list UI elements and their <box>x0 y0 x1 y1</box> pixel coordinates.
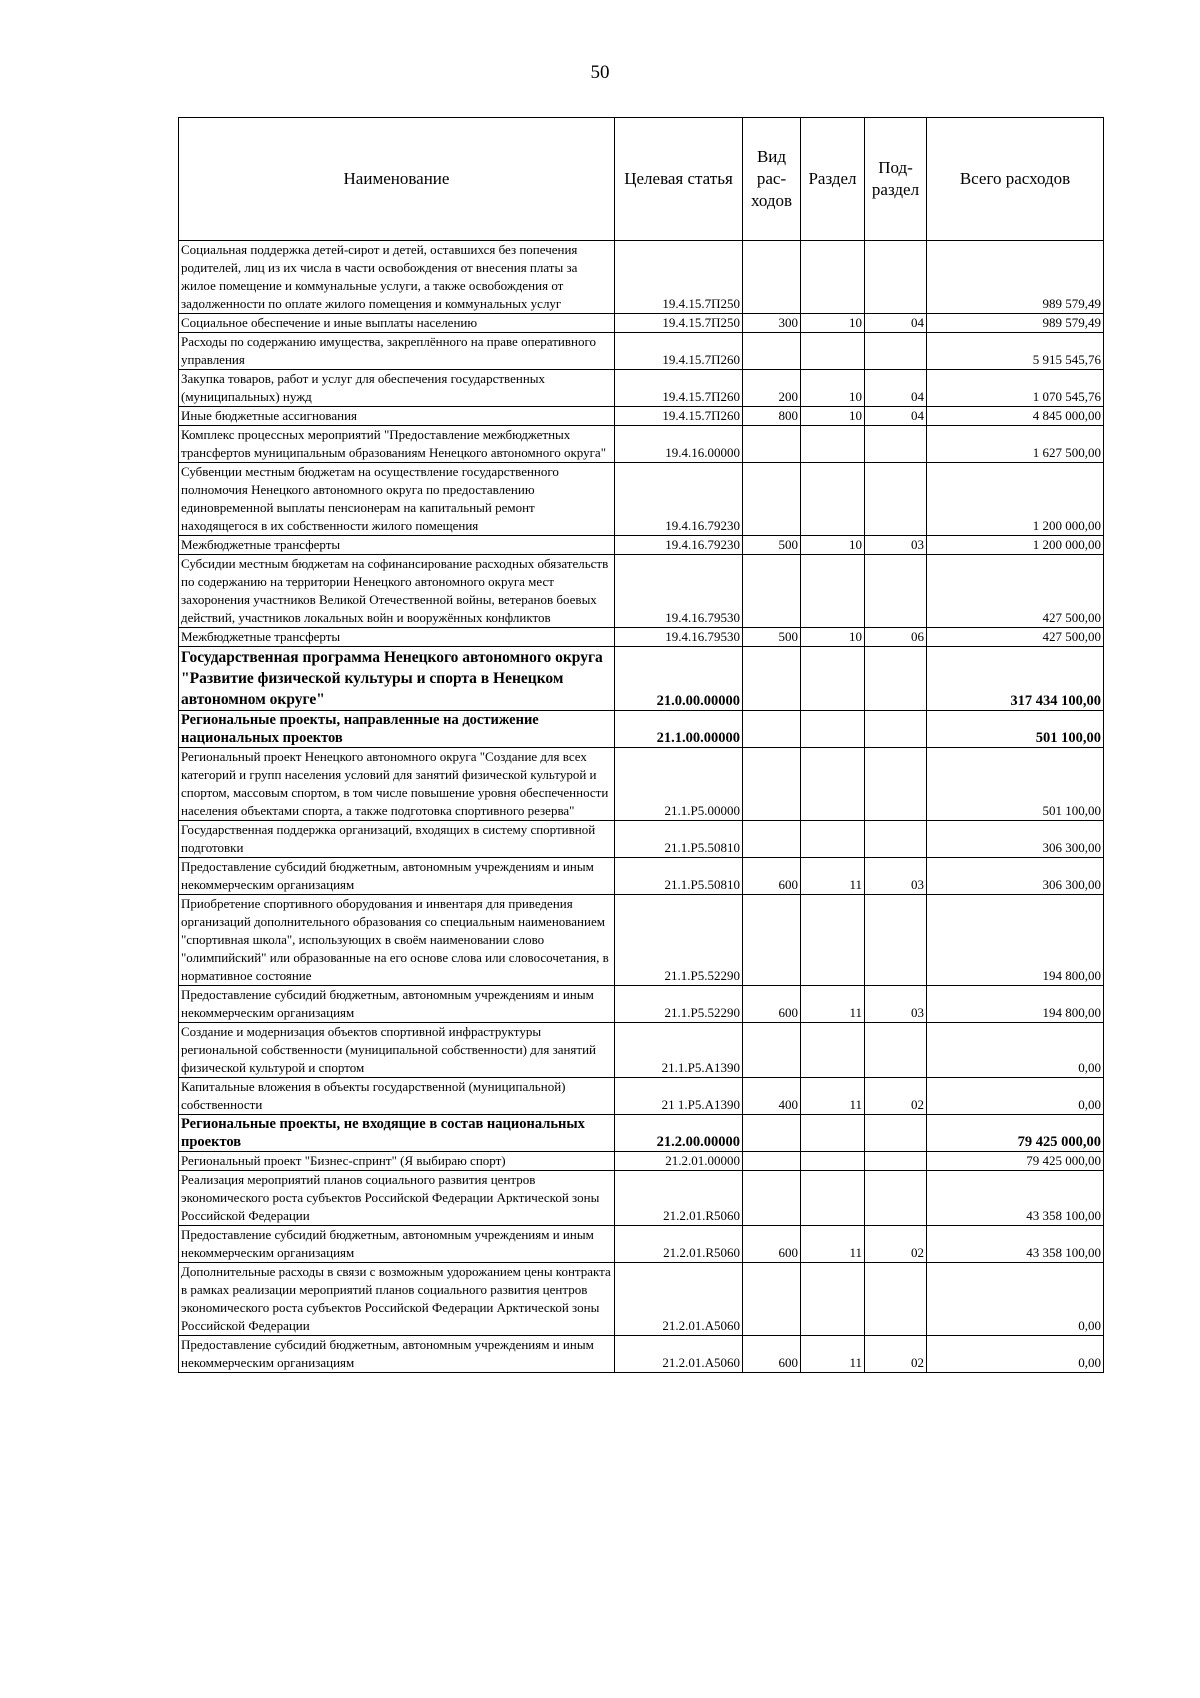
table-row <box>179 463 1104 536</box>
cell-target-code: 19.4.16.79530 <box>615 628 743 647</box>
cell-target-code: 21.2.01.R5060 <box>615 1171 743 1226</box>
cell-section: 10 <box>801 536 865 555</box>
cell-expense-type: 600 <box>743 858 801 895</box>
cell-section: 11 <box>801 858 865 895</box>
cell-subsection <box>865 1263 927 1336</box>
cell-section: 11 <box>801 1226 865 1263</box>
cell-target-code: 21.1.P5.52290 <box>615 895 743 986</box>
table-row <box>179 536 1104 555</box>
cell-amount: 194 800,00 <box>927 895 1104 986</box>
cell-name: Предоставление субсидий бюджетным, автономным учреждениям и иным некоммерческим организациям <box>179 1336 615 1373</box>
cell-target-code: 19.4.15.7П250 <box>615 314 743 333</box>
cell-amount: 306 300,00 <box>927 821 1104 858</box>
cell-name: Региональные проекты, не входящие в состав национальных проектов <box>179 1115 615 1152</box>
cell-subsection: 03 <box>865 536 927 555</box>
header-target: Целевая статья <box>615 118 743 241</box>
cell-subsection <box>865 463 927 536</box>
cell-name: Закупка товаров, работ и услуг для обеспечения государственных (муниципальных) нужд <box>179 370 615 407</box>
cell-section <box>801 333 865 370</box>
cell-expense-type <box>743 1152 801 1171</box>
cell-subsection <box>865 821 927 858</box>
cell-amount: 0,00 <box>927 1023 1104 1078</box>
cell-expense-type <box>743 821 801 858</box>
table-header-row <box>179 118 1104 241</box>
header-section: Раздел <box>801 118 865 241</box>
cell-name: Субвенции местным бюджетам на осуществление государственного полномочия Ненецкого автономного округа по предоставлению единовременной выплаты пенсионерам на капитальный ремонт находящегося в их собственности жилого помещения <box>179 463 615 536</box>
cell-name: Иные бюджетные ассигнования <box>179 407 615 426</box>
table-row <box>179 1152 1104 1171</box>
table-row <box>179 1115 1104 1152</box>
cell-section: 10 <box>801 407 865 426</box>
cell-expense-type: 400 <box>743 1078 801 1115</box>
cell-name: Социальное обеспечение и иные выплаты населению <box>179 314 615 333</box>
cell-target-code: 21.1.P5.00000 <box>615 748 743 821</box>
cell-name: Реализация мероприятий планов социального развития центров экономического роста субъектов Российской Федерации Арктической зоны Российской Федерации <box>179 1171 615 1226</box>
cell-subsection <box>865 1115 927 1152</box>
cell-name: Государственная поддержка организаций, входящих в систему спортивной подготовки <box>179 821 615 858</box>
cell-expense-type <box>743 426 801 463</box>
cell-target-code: 21.1.00.00000 <box>615 711 743 748</box>
cell-amount: 989 579,49 <box>927 314 1104 333</box>
cell-amount: 427 500,00 <box>927 555 1104 628</box>
cell-section <box>801 555 865 628</box>
cell-target-code: 19.4.16.79530 <box>615 555 743 628</box>
cell-subsection <box>865 895 927 986</box>
table-row <box>179 1226 1104 1263</box>
cell-target-code: 21.2.01.A5060 <box>615 1263 743 1336</box>
cell-expense-type <box>743 555 801 628</box>
header-total: Всего расходов <box>927 118 1104 241</box>
cell-section <box>801 1023 865 1078</box>
cell-amount: 0,00 <box>927 1336 1104 1373</box>
table-row <box>179 1023 1104 1078</box>
cell-target-code: 21 1.P5.A1390 <box>615 1078 743 1115</box>
cell-amount: 1 200 000,00 <box>927 463 1104 536</box>
cell-section <box>801 1263 865 1336</box>
cell-amount: 1 070 545,76 <box>927 370 1104 407</box>
cell-section: 11 <box>801 1336 865 1373</box>
cell-section: 10 <box>801 628 865 647</box>
cell-subsection: 02 <box>865 1226 927 1263</box>
cell-amount: 1 200 000,00 <box>927 536 1104 555</box>
cell-amount: 501 100,00 <box>927 711 1104 748</box>
cell-amount: 0,00 <box>927 1078 1104 1115</box>
cell-subsection: 04 <box>865 314 927 333</box>
cell-expense-type <box>743 241 801 314</box>
cell-expense-type <box>743 748 801 821</box>
cell-subsection: 02 <box>865 1336 927 1373</box>
cell-name: Предоставление субсидий бюджетным, автономным учреждениям и иным некоммерческим организациям <box>179 858 615 895</box>
cell-section <box>801 426 865 463</box>
cell-subsection <box>865 555 927 628</box>
cell-amount: 501 100,00 <box>927 748 1104 821</box>
table-row <box>179 628 1104 647</box>
cell-name: Региональные проекты, направленные на достижение национальных проектов <box>179 711 615 748</box>
cell-expense-type <box>743 1115 801 1152</box>
table-row <box>179 748 1104 821</box>
cell-name: Региональный проект "Бизнес-спринт" (Я выбираю спорт) <box>179 1152 615 1171</box>
cell-amount: 317 434 100,00 <box>927 647 1104 711</box>
cell-section <box>801 241 865 314</box>
cell-amount: 5 915 545,76 <box>927 333 1104 370</box>
cell-section <box>801 748 865 821</box>
cell-name: Расходы по содержанию имущества, закреплённого на праве оперативного управления <box>179 333 615 370</box>
cell-expense-type: 600 <box>743 1336 801 1373</box>
header-name: Наименование <box>179 118 615 241</box>
cell-target-code: 21.1.P5.A1390 <box>615 1023 743 1078</box>
cell-subsection <box>865 1152 927 1171</box>
header-subsection: Под-раздел <box>865 118 927 241</box>
cell-name: Дополнительные расходы в связи с возможным удорожанием цены контракта в рамках реализации мероприятий планов социального развития центров экономического роста субъектов Российской Федерации Арктической зоны Российской Федерации <box>179 1263 615 1336</box>
table-row <box>179 1078 1104 1115</box>
table-row <box>179 895 1104 986</box>
page-number: 50 <box>590 62 610 83</box>
table-row <box>179 821 1104 858</box>
cell-section: 10 <box>801 314 865 333</box>
cell-expense-type: 800 <box>743 407 801 426</box>
cell-expense-type: 600 <box>743 986 801 1023</box>
cell-name: Государственная программа Ненецкого автономного округа "Развитие физической культуры и спорта в Ненецком автономном округе" <box>179 647 615 711</box>
cell-amount: 0,00 <box>927 1263 1104 1336</box>
cell-target-code: 19.4.15.7П260 <box>615 370 743 407</box>
cell-section <box>801 711 865 748</box>
cell-expense-type <box>743 1263 801 1336</box>
cell-section <box>801 1171 865 1226</box>
cell-subsection <box>865 241 927 314</box>
cell-section <box>801 1152 865 1171</box>
table-row <box>179 333 1104 370</box>
cell-expense-type <box>743 647 801 711</box>
cell-subsection <box>865 711 927 748</box>
table-row <box>179 1171 1104 1226</box>
cell-section: 11 <box>801 1078 865 1115</box>
cell-expense-type: 200 <box>743 370 801 407</box>
cell-target-code: 21.2.01.R5060 <box>615 1226 743 1263</box>
table-row <box>179 711 1104 748</box>
cell-subsection <box>865 333 927 370</box>
header-type: Вид рас-ходов <box>743 118 801 241</box>
cell-section: 10 <box>801 370 865 407</box>
table-row <box>179 407 1104 426</box>
cell-amount: 194 800,00 <box>927 986 1104 1023</box>
cell-target-code: 19.4.15.7П260 <box>615 407 743 426</box>
cell-target-code: 21.1.P5.50810 <box>615 821 743 858</box>
cell-target-code: 21.0.00.00000 <box>615 647 743 711</box>
cell-target-code: 19.4.15.7П260 <box>615 333 743 370</box>
cell-section: 11 <box>801 986 865 1023</box>
cell-amount: 989 579,49 <box>927 241 1104 314</box>
table-row <box>179 858 1104 895</box>
cell-section <box>801 1115 865 1152</box>
cell-name: Межбюджетные трансферты <box>179 628 615 647</box>
cell-expense-type <box>743 333 801 370</box>
cell-amount: 43 358 100,00 <box>927 1171 1104 1226</box>
cell-target-code: 21.2.01.A5060 <box>615 1336 743 1373</box>
cell-target-code: 21.1.P5.50810 <box>615 858 743 895</box>
cell-name: Капитальные вложения в объекты государственной (муниципальной) собственности <box>179 1078 615 1115</box>
cell-subsection: 04 <box>865 407 927 426</box>
table-row <box>179 647 1104 711</box>
budget-table <box>178 117 1104 1373</box>
cell-amount: 306 300,00 <box>927 858 1104 895</box>
cell-amount: 4 845 000,00 <box>927 407 1104 426</box>
cell-target-code: 19.4.16.79230 <box>615 463 743 536</box>
cell-name: Субсидии местным бюджетам на софинансирование расходных обязательств по содержанию на территории Ненецкого автономного округа мест захоронения участников Великой Отечественной войны, ветеранов боевых действий, участников локальных войн и вооружённых конфликтов <box>179 555 615 628</box>
cell-subsection: 04 <box>865 370 927 407</box>
cell-target-code: 21.1.P5.52290 <box>615 986 743 1023</box>
cell-subsection <box>865 1023 927 1078</box>
cell-target-code: 21.2.00.00000 <box>615 1115 743 1152</box>
cell-name: Региональный проект Ненецкого автономного округа "Создание для всех категорий и групп населения условий для занятий физической культурой и спортом, массовым спортом, в том числе повышение уровня обеспеченности населения объектами спорта, а также подготовка спортивного резерва" <box>179 748 615 821</box>
cell-section <box>801 647 865 711</box>
cell-expense-type <box>743 711 801 748</box>
cell-name: Межбюджетные трансферты <box>179 536 615 555</box>
cell-expense-type <box>743 1023 801 1078</box>
cell-expense-type <box>743 1171 801 1226</box>
cell-target-code: 19.4.16.00000 <box>615 426 743 463</box>
cell-amount: 43 358 100,00 <box>927 1226 1104 1263</box>
cell-section <box>801 895 865 986</box>
cell-name: Создание и модернизация объектов спортивной инфраструктуры региональной собственности (муниципальной собственности) для занятий физической культурой и спортом <box>179 1023 615 1078</box>
table-row <box>179 370 1104 407</box>
table-row <box>179 426 1104 463</box>
cell-amount: 79 425 000,00 <box>927 1152 1104 1171</box>
cell-target-code: 21.2.01.00000 <box>615 1152 743 1171</box>
cell-subsection: 03 <box>865 986 927 1023</box>
cell-expense-type: 500 <box>743 628 801 647</box>
cell-section <box>801 821 865 858</box>
cell-expense-type: 300 <box>743 314 801 333</box>
cell-name: Комплекс процессных мероприятий "Предоставление межбюджетных трансфертов муниципальным образованиям Ненецкого автономного округа" <box>179 426 615 463</box>
cell-target-code: 19.4.16.79230 <box>615 536 743 555</box>
cell-subsection: 06 <box>865 628 927 647</box>
cell-name: Приобретение спортивного оборудования и инвентаря для приведения организаций дополнительного образования со специальным наименованием "спортивная школа", использующих в своём наименовании слово "олимпийский" или образованные на его основе слова или словосочетания, в нормативное состояние <box>179 895 615 986</box>
cell-section <box>801 463 865 536</box>
table-row <box>179 1336 1104 1373</box>
table-row <box>179 986 1104 1023</box>
cell-subsection: 02 <box>865 1078 927 1115</box>
cell-subsection: 03 <box>865 858 927 895</box>
cell-amount: 427 500,00 <box>927 628 1104 647</box>
table-row <box>179 241 1104 314</box>
cell-name: Предоставление субсидий бюджетным, автономным учреждениям и иным некоммерческим организациям <box>179 1226 615 1263</box>
table-row <box>179 314 1104 333</box>
cell-amount: 1 627 500,00 <box>927 426 1104 463</box>
cell-name: Предоставление субсидий бюджетным, автономным учреждениям и иным некоммерческим организациям <box>179 986 615 1023</box>
cell-subsection <box>865 426 927 463</box>
cell-expense-type <box>743 463 801 536</box>
cell-subsection <box>865 1171 927 1226</box>
cell-expense-type: 500 <box>743 536 801 555</box>
table-row <box>179 555 1104 628</box>
cell-expense-type: 600 <box>743 1226 801 1263</box>
table-row <box>179 1263 1104 1336</box>
cell-subsection <box>865 748 927 821</box>
cell-name: Социальная поддержка детей-сирот и детей, оставшихся без попечения родителей, лиц из их числа в части освобождения от внесения платы за жилое помещение и коммунальные услуги, а также освобождения от задолженности по оплате жилого помещения и коммунальных услуг <box>179 241 615 314</box>
cell-amount: 79 425 000,00 <box>927 1115 1104 1152</box>
cell-target-code: 19.4.15.7П250 <box>615 241 743 314</box>
cell-expense-type <box>743 895 801 986</box>
cell-subsection <box>865 647 927 711</box>
